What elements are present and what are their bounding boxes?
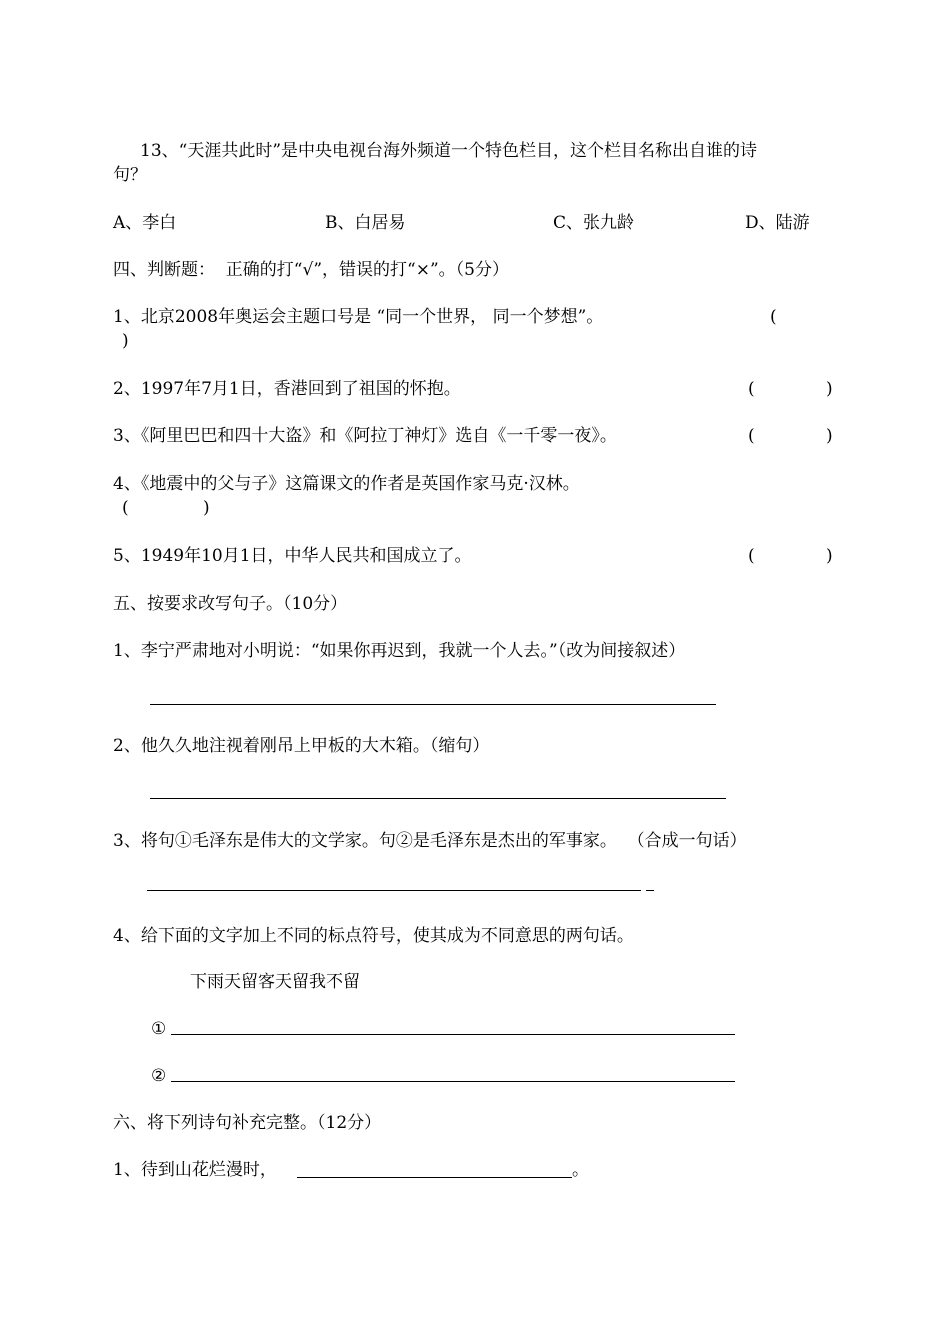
rewrite-item-1: 1、李宁严肃地对小明说：“如果你再迟到，我就一个人去。”（改为间接叙述） bbox=[113, 641, 686, 661]
q13-option-b: B、白居易 bbox=[325, 213, 406, 233]
judge-item-2-close-paren: ) bbox=[826, 379, 833, 399]
judge-item-5-open-paren: ( bbox=[748, 546, 755, 566]
punctuation-answer-1-marker: ① bbox=[151, 1019, 167, 1039]
q13-option-d: D、陆游 bbox=[745, 213, 810, 233]
rewrite-item-4: 4、给下面的文字加上不同的标点符号，使其成为不同意思的两句话。 bbox=[113, 926, 634, 946]
q13-option-c: C、张九龄 bbox=[553, 213, 635, 233]
section6-heading: 六、将下列诗句补充完整。（12分） bbox=[113, 1113, 382, 1133]
section4-heading: 四、判断题： 正确的打“√”，错误的打“×”。（5分） bbox=[113, 260, 509, 280]
q13-line1: 13、“天涯共此时”是中央电视台海外频道一个特色栏目，这个栏目名称出自谁的诗 bbox=[140, 141, 758, 161]
judge-item-2-open-paren: ( bbox=[748, 379, 755, 399]
judge-item-2: 2、1997年7月1日，香港回到了祖国的怀抱。 bbox=[113, 379, 461, 399]
judge-item-3: 3、《阿里巴巴和四十大盗》和《阿拉丁神灯》选自《一千零一夜》。 bbox=[113, 426, 617, 446]
poem-item-1-answer-line[interactable] bbox=[297, 1177, 572, 1178]
judge-item-3-close-paren: ) bbox=[826, 426, 833, 446]
judge-item-5: 5、1949年10月1日，中华人民共和国成立了。 bbox=[113, 546, 472, 566]
judge-item-1-close-paren: ) bbox=[122, 331, 129, 351]
judge-item-1: 1、北京2008年奥运会主题口号是 “同一个世界， 同一个梦想”。 bbox=[113, 307, 604, 327]
judge-item-1-open-paren: ( bbox=[770, 307, 777, 327]
punctuation-answer-2-marker: ② bbox=[151, 1066, 167, 1086]
poem-item-1-prefix: 1、待到山花烂漫时， bbox=[113, 1160, 277, 1180]
q13-option-a: A、李白 bbox=[113, 213, 177, 233]
q13-line2: 句？ bbox=[113, 165, 147, 185]
punctuation-phrase: 下雨天留客天留我不留 bbox=[190, 972, 360, 992]
judge-item-3-open-paren: ( bbox=[748, 426, 755, 446]
punctuation-answer-1-line[interactable] bbox=[171, 1034, 735, 1035]
rewrite-item-3: 3、将句①毛泽东是伟大的文学家。句②是毛泽东是杰出的军事家。 （合成一句话） bbox=[113, 831, 747, 851]
judge-item-4: 4、《地震中的父与子》这篇课文的作者是英国作家马克·汉林。 bbox=[113, 474, 580, 494]
rewrite-item-3-answer-line-tail bbox=[646, 890, 654, 891]
section5-heading: 五、按要求改写句子。（10分） bbox=[113, 594, 348, 614]
rewrite-item-2: 2、他久久地注视着刚吊上甲板的大木箱。（缩句） bbox=[113, 736, 490, 756]
judge-item-4-close-paren: ) bbox=[203, 498, 210, 518]
rewrite-item-2-answer-line[interactable] bbox=[150, 798, 726, 799]
poem-item-1-suffix: 。 bbox=[572, 1160, 589, 1180]
judge-item-4-open-paren: ( bbox=[122, 498, 129, 518]
punctuation-answer-2-line[interactable] bbox=[171, 1081, 735, 1082]
rewrite-item-3-answer-line[interactable] bbox=[147, 890, 641, 891]
judge-item-5-close-paren: ) bbox=[826, 546, 833, 566]
rewrite-item-1-answer-line[interactable] bbox=[150, 704, 716, 705]
